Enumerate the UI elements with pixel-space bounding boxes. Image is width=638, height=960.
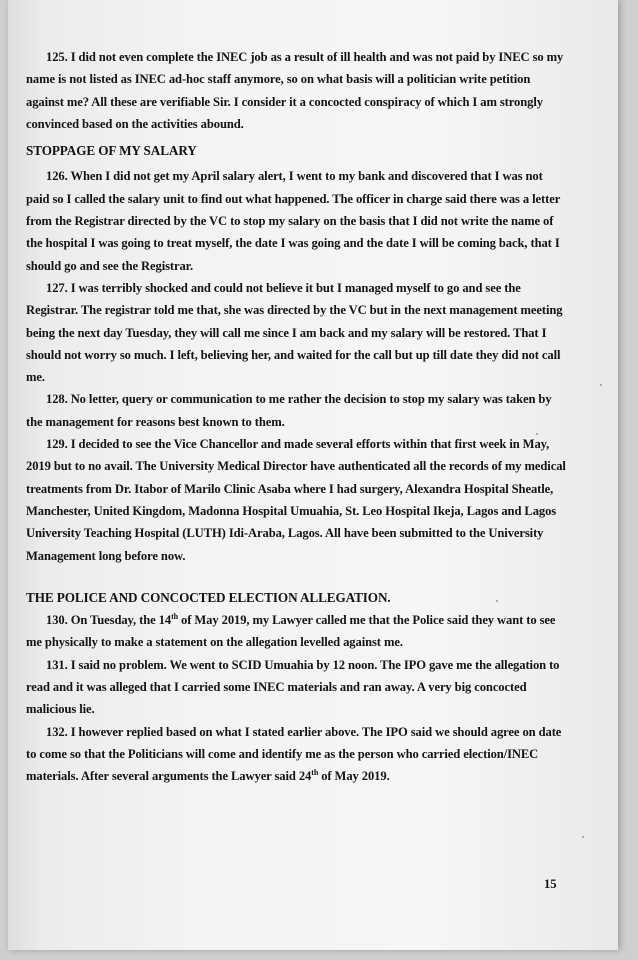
scan-speck — [536, 433, 538, 435]
paragraph-132 — [26, 721, 566, 788]
paragraph-128: 128. No letter, query or communication to me rather the decision to stop my salary was taken by the management for reasons best known to them. — [26, 392, 552, 429]
scan-speck — [600, 384, 602, 386]
scan-speck — [582, 836, 584, 838]
paragraph-131: 131. I said no problem. We went to SCID Umuahia by 12 noon. The IPO gave me the allegation to read and it was alleged that I carried some INEC materials and ran away. A very big concocted malicious lie. — [26, 657, 560, 717]
document-body — [26, 46, 566, 788]
heading-stoppage-of-salary: STOPPAGE OF MY SALARY — [26, 143, 197, 159]
paragraph-132-text-b: of May 2019. — [318, 769, 390, 784]
heading-police-allegation: THE POLICE AND CONCOCTED ELECTION ALLEGATION. — [26, 589, 391, 605]
paragraph-126: 126. When I did not get my April salary alert, I went to my bank and discovered that I was not paid so I called the salary unit to find out what happened. The officer in charge said there was a letter from the Registrar directed by the VC to stop my salary on the basis that I did not write the name of the hospital I was going to treat myself, the date I was going and the date I will be coming back, that I should go and see the Registrar. — [26, 169, 560, 273]
document-page — [8, 0, 618, 950]
paragraph-132-text-a: 132. I however replied based on what I stated earlier above. The IPO said we should agree on date to come so that the Politicians will come and identify me as the person who carried election/INEC materials. After several arguments the Lawyer said 24 — [26, 724, 562, 784]
scan-speck — [496, 600, 498, 602]
paragraph-130-text-b: of May 2019, my Lawyer called me that the Police said they want to see me physically to make a statement on the allegation levelled against me. — [26, 613, 556, 650]
paragraph-130-text-a: 130. On Tuesday, the 14 — [46, 613, 172, 628]
paragraph-130 — [26, 609, 566, 654]
paragraph-129: 129. I decided to see the Vice Chancellor and made several efforts within that first week in May, 2019 but to no avail. The University Medical Director have authenticated all the records of my medical treatments from Dr. Itabor of Marilo Clinic Asaba where I had surgery, Alexandra Hospital Sheatle, Manchester, United Kingdom, Madonna Hospital Umuahia, St. Leo Hospital Ikeja, Lagos and Lagos University Teaching Hospital (LUTH) Idi-Araba, Lagos. All have been submitted to the University Management long before now. — [26, 437, 566, 563]
paragraph-125: 125. I did not even complete the INEC job as a result of ill health and was not paid by INEC so my name is not listed as INEC ad-hoc staff anymore, so on what basis will a politician write petition against me? All these are verifiable Sir. I consider it a concocted conspiracy of which I am strongly convinced based on the activities abound. — [26, 50, 564, 131]
paragraph-132-ordinal: th — [311, 768, 319, 778]
paragraph-130-ordinal: th — [171, 611, 178, 621]
paragraph-127: 127. I was terribly shocked and could not believe it but I managed myself to go and see the Registrar. The registrar told me that, she was directed by the VC but in the next management meeting being the next day Tuesday, they will call me since I am back and my salary will be restored. That I should not worry so much. I left, believing her, and waited for the call but up till date they did not call me. — [26, 280, 563, 385]
page-number: 15 — [544, 877, 557, 891]
